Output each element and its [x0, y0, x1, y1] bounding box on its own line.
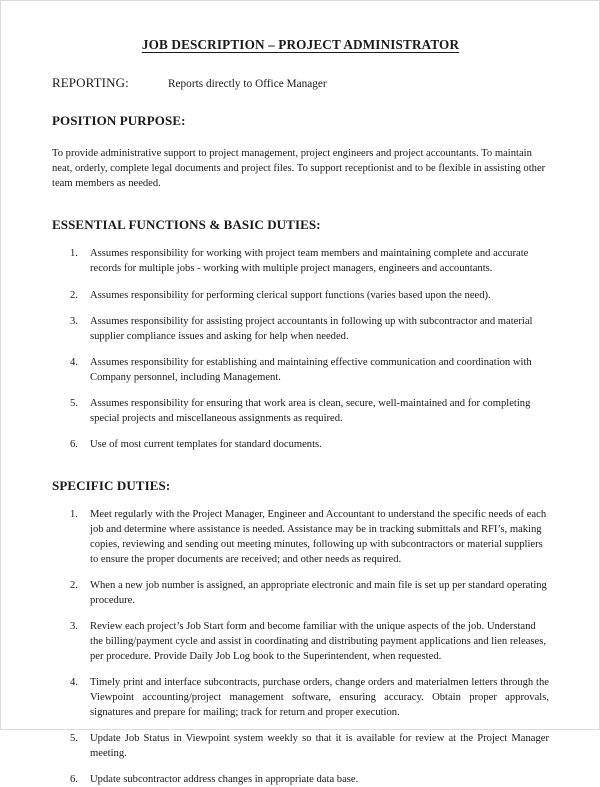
list-item-text: Meet regularly with the Project Manager, Engineer and Accountant to understand the specific needs of each job and determine where assistance is needed. Assistance may be in tracking submittals and RFI’s, making copies, reviewing and sending out meeting minutes, following up with subcontractors or material suppliers to ensure the proper documents are received; and other needs as required.: [90, 509, 547, 566]
list-item-number: 1.: [70, 248, 78, 260]
list-item-number: 6.: [70, 774, 78, 786]
list-item: [52, 396, 549, 426]
list-item-text: Use of most current templates for standard documents.: [90, 438, 322, 450]
reporting-row: [52, 75, 549, 91]
list-item-number: 4.: [70, 356, 78, 368]
list-item-text: Update Job Status in Viewpoint system weekly so that it is available for review at the Project Manager meeting.: [90, 733, 549, 760]
specific-duties-list: [52, 507, 549, 787]
list-item-number: 6.: [70, 438, 78, 450]
specific-duties-heading: SPECIFIC DUTIES:: [52, 477, 171, 493]
list-item-number: 4.: [70, 677, 78, 689]
list-item: [52, 246, 549, 276]
list-item: [52, 288, 549, 303]
list-item: [52, 731, 549, 761]
list-item-number: 3.: [70, 315, 78, 327]
position-purpose-heading: POSITION PURPOSE:: [52, 112, 186, 128]
list-item-text: Assumes responsibility for working with project team members and maintaining complete and accurate records for multiple jobs - working with multiple project managers, engineers and accountants.: [90, 248, 529, 275]
list-item-number: 2.: [70, 289, 78, 301]
list-item: [52, 772, 549, 787]
list-item-number: 3.: [70, 621, 78, 633]
reporting-value: Reports directly to Office Manager: [168, 77, 327, 90]
list-item: [52, 507, 549, 567]
position-purpose-text: To provide administrative support to project management, project engineers and project accountants. To maintain neat, orderly, complete legal documents and project files. To support receptionist and to be flexible in assisting other team members as needed.: [52, 148, 546, 190]
list-item-number: 1.: [70, 509, 78, 520]
list-item-number: 5.: [70, 733, 78, 745]
list-item-text: Assumes responsibility for performing clerical support functions (varies based upon the need).: [90, 289, 491, 301]
list-item-text: Assumes responsibility for assisting project accountants in following up with subcontractor and material supplier compliance issues and asking for help when needed.: [90, 315, 533, 342]
list-item: [52, 675, 549, 720]
list-item: [52, 619, 549, 664]
list-item-text: Review each project’s Job Start form and become familiar with the unique aspects of the job. Understand the billing/payment cycle and assist in coordinating and distributing payment applications and lien releases, per procedure. Provide Daily Job Log book to the Superintendent, when requested.: [90, 621, 547, 663]
page-title: JOB DESCRIPTION – PROJECT ADMINISTRATOR: [141, 37, 460, 52]
list-item: [52, 355, 549, 385]
list-item: [52, 314, 549, 344]
list-item-text: When a new job number is assigned, an appropriate electronic and main file is set up per standard operating procedure.: [90, 580, 547, 607]
list-item: [52, 578, 549, 608]
list-item-number: 2.: [70, 580, 78, 592]
essential-functions-heading: ESSENTIAL FUNCTIONS & BASIC DUTIES:: [52, 217, 321, 233]
list-item-text: Timely print and interface subcontracts, purchase orders, change orders and materialmen letters through the Viewpoint accounting/project management software, ensuring accuracy. Obtain proper approvals, signatures and prepare for mailing; track for return and proper execution.: [90, 677, 549, 719]
list-item-text: Update subcontractor address changes in appropriate data base.: [90, 774, 359, 786]
list-item-number: 5.: [70, 397, 78, 409]
list-item: [52, 437, 549, 452]
list-item-text: Assumes responsibility for establishing and maintaining effective communication and coordination with Company personnel, including Management.: [90, 356, 532, 383]
reporting-label: REPORTING:: [52, 74, 129, 90]
list-item-text: Assumes responsibility for ensuring that work area is clean, secure, well-maintained and for completing special projects and miscellaneous assignments as required.: [90, 397, 531, 424]
essential-functions-list: [52, 246, 549, 451]
